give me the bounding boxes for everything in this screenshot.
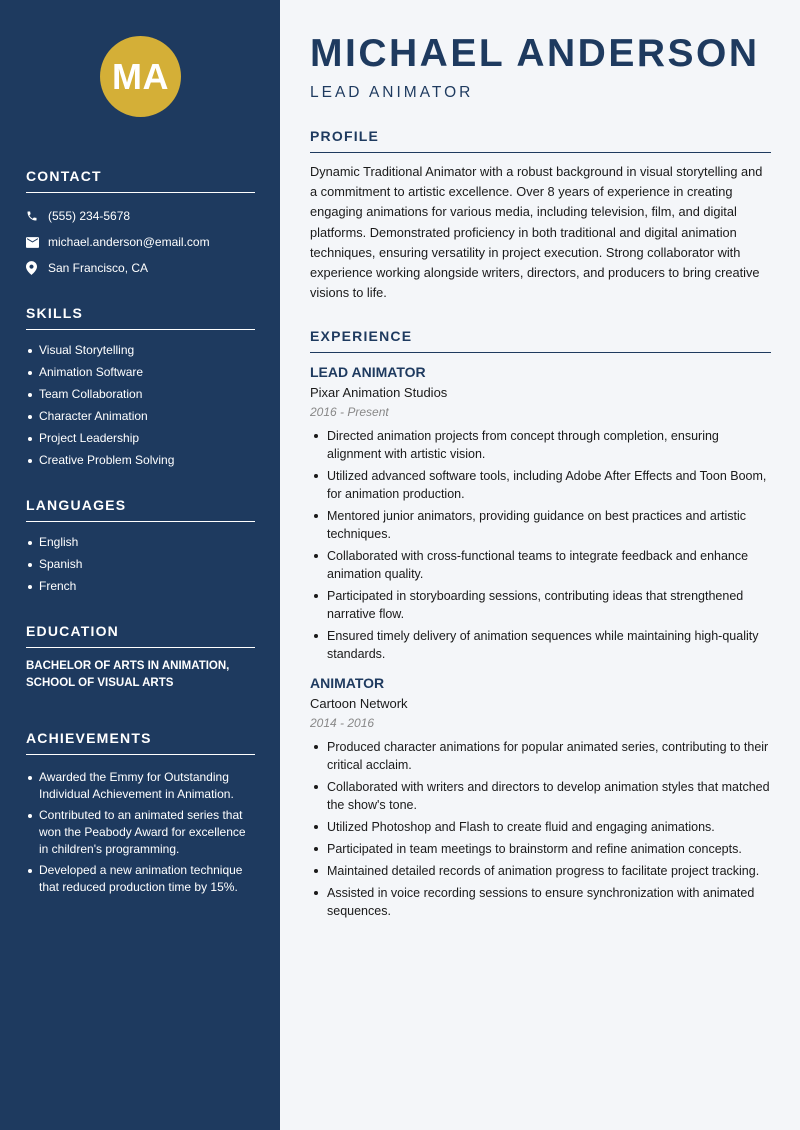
education-degree: BACHELOR OF ARTS IN ANIMATION, SCHOOL OF VISUAL ARTS [26, 660, 230, 689]
phone-icon [26, 210, 48, 222]
job-entry [310, 675, 771, 920]
profile-section [310, 128, 771, 303]
job-bullet: Utilized Photoshop and Flash to create fluid and engaging animations. [310, 818, 771, 836]
achievement-item: Awarded the Emmy for Outstanding Individual Achievement in Animation. [26, 769, 255, 803]
job-bullet: Mentored junior animators, providing guidance on best practices and artistic techniques. [310, 507, 771, 543]
phone-text: (555) 234-5678 [48, 209, 131, 223]
language-item: French [26, 578, 255, 595]
profile-heading: PROFILE [310, 128, 771, 153]
mail-icon [26, 237, 48, 248]
job-bullet: Participated in storyboarding sessions, contributing ideas that strengthened narrative flow. [310, 587, 771, 623]
avatar-initials: MA [112, 55, 169, 97]
languages-section [26, 497, 255, 600]
job-company: Cartoon Network [310, 696, 408, 711]
achievements-heading: ACHIEVEMENTS [26, 730, 255, 755]
job-bullet: Maintained detailed records of animation progress to facilitate project tracking. [310, 862, 771, 880]
job-bullet: Produced character animations for popular animated series, contributing to their critical acclaim. [310, 738, 771, 774]
job-bullet: Collaborated with writers and directors to develop animation styles that matched the show's tone. [310, 778, 771, 814]
contact-location [26, 255, 255, 281]
sidebar [0, 0, 280, 1130]
skill-item: Creative Problem Solving [26, 452, 255, 469]
achievements-section [26, 730, 255, 900]
education-section [26, 623, 255, 692]
achievement-item: Developed a new animation technique that reduced production time by 15%. [26, 862, 255, 896]
experience-heading: EXPERIENCE [310, 328, 771, 353]
job-dates: 2016 - Present [310, 405, 389, 419]
location-pin-icon [26, 261, 48, 275]
skill-item: Character Animation [26, 408, 255, 425]
job-title: LEAD ANIMATOR [310, 364, 426, 380]
job-title: ANIMATOR [310, 675, 385, 691]
job-bullet: Utilized advanced software tools, including Adobe After Effects and Toon Boom, for animation production. [310, 467, 771, 503]
contact-phone [26, 203, 255, 229]
skills-heading: SKILLS [26, 305, 255, 330]
education-heading: EDUCATION [26, 623, 255, 648]
skill-item: Animation Software [26, 364, 255, 381]
email-text: michael.anderson@email.com [48, 235, 210, 249]
skill-item: Visual Storytelling [26, 342, 255, 359]
job-bullet: Ensured timely delivery of animation sequences while maintaining high-quality standards. [310, 627, 771, 663]
job-entry [310, 364, 771, 663]
experience-section [310, 328, 771, 924]
languages-heading: LANGUAGES [26, 497, 255, 522]
contact-section [26, 168, 255, 281]
profile-text: Dynamic Traditional Animator with a robust background in visual storytelling and a commitment to artistic excellence. Over 8 years of experience in creating engaging animations for various media, including television, film, and digital platforms. Demonstrated proficiency in both traditional and digital animation techniques, ensuring versatility in project execution. Strong collaborator with experience working alongside writers, directors, and producers to bring creative visions to life. [310, 164, 763, 301]
candidate-title: LEAD ANIMATOR [310, 84, 474, 101]
job-bullet: Participated in team meetings to brainstorm and refine animation concepts. [310, 840, 771, 858]
contact-email [26, 229, 255, 255]
job-bullet: Assisted in voice recording sessions to ensure synchronization with animated sequences. [310, 884, 771, 920]
achievement-item: Contributed to an animated series that won the Peabody Award for excellence in children's programming. [26, 807, 255, 858]
location-text: San Francisco, CA [48, 261, 149, 275]
skill-item: Team Collaboration [26, 386, 255, 403]
skill-item: Project Leadership [26, 430, 255, 447]
language-item: Spanish [26, 556, 255, 573]
candidate-name: MICHAEL ANDERSON [310, 32, 760, 75]
contact-heading: CONTACT [26, 168, 255, 193]
job-dates: 2014 - 2016 [310, 716, 375, 730]
skills-section [26, 305, 255, 474]
job-bullet: Collaborated with cross-functional teams to integrate feedback and enhance animation quality. [310, 547, 771, 583]
language-item: English [26, 534, 255, 551]
job-company: Pixar Animation Studios [310, 385, 448, 400]
job-bullet: Directed animation projects from concept through completion, ensuring alignment with artistic vision. [310, 427, 771, 463]
avatar [100, 36, 181, 117]
